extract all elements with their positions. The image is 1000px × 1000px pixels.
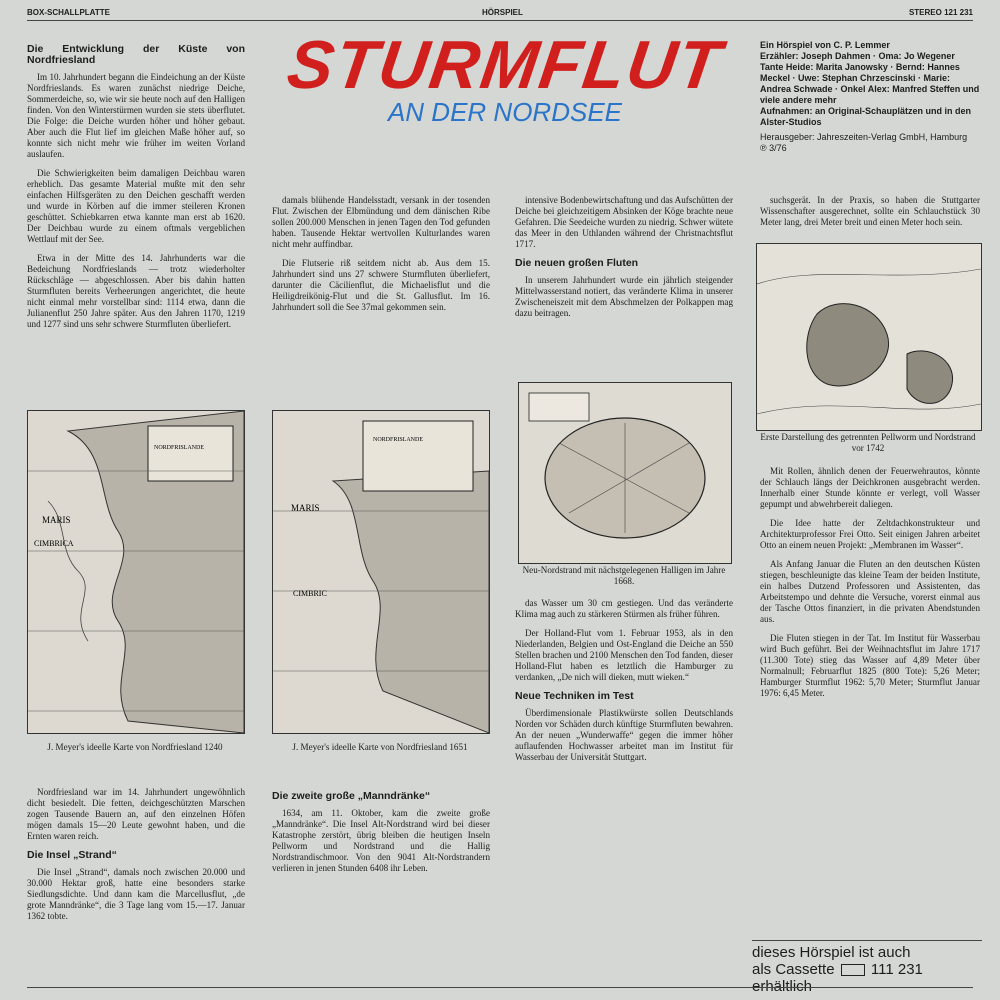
title-block xyxy=(275,28,735,126)
column-3-lower xyxy=(515,598,733,771)
map-1742-drawing xyxy=(757,244,981,430)
map-pellworm-nordstrand-1742 xyxy=(756,243,982,431)
paragraph: In unserem Jahrhundert wurde ein jährlich steigender Mittelwasserstand notiert, das veränderte Klima in unserer Zwischeneiszeit mit dem Abschmelzen der Polkappen mag dazu beitragen. xyxy=(515,275,733,318)
column-4 xyxy=(760,195,980,236)
cassette-icon xyxy=(841,964,865,976)
map-1240-label-maris: MARIS xyxy=(42,515,71,525)
cassette-label: als Cassette xyxy=(752,961,835,978)
credit-publisher: Herausgeber: Jahreszeiten-Verlag GmbH, Hamburg xyxy=(760,132,968,142)
column-4-lower xyxy=(760,466,980,707)
caption-map-1668: Neu-Nordstrand mit nächstgelegenen Halligen im Jahre 1668. xyxy=(522,565,726,586)
paragraph: damals blühende Handelsstadt, versank in der tosenden Flut. Zwischen der Elbmündung und dem dänischen Ribe sollen 200.000 Menschen in jenen Tagen den Tod gefunden haben. Tausende Hektar wertvollen Kulturlandes waren nicht mehr auffindbar. xyxy=(272,195,490,249)
credit-author: Ein Hörspiel von C. P. Lemmer xyxy=(760,40,890,50)
map-nordfriesland-1240 xyxy=(27,410,245,734)
heading-coast-development: Die Entwicklung der Küste von Nordfriesland xyxy=(27,43,245,66)
column-1 xyxy=(27,40,245,338)
paragraph: Als Anfang Januar die Fluten an den deutschen Küsten stiegen, beschleunigte das kleine Team der beiden Institute, ein halbes Dutzend Professoren und Assistenten, das Arbeitstempo und dehnte die Versuche, vorerst einmal aus der Tasche Ottos finanziert, in die privaten Abendstunden aus. xyxy=(760,559,980,624)
map-1240-label-title: NORDFRISLANDE xyxy=(154,445,205,451)
header-right: STEREO 121 231 xyxy=(908,8,973,17)
map-1668-drawing xyxy=(519,383,731,563)
cassette-line-3: erhältlich xyxy=(752,978,813,995)
column-2 xyxy=(272,195,490,321)
credit-phonogram: ℗ 3/76 xyxy=(760,143,787,153)
paragraph: Überdimensionale Plastikwürste sollen Deutschlands Norden vor Schäden durch künftige Sturmfluten bewahren. An der neuen „Wunderwaffe“ gegen die immer höher auflaufenden Hochwasser arbeitet man im Institut für Wasserbau der Universität Stuttgart. xyxy=(515,708,733,762)
paragraph: Etwa in der Mitte des 14. Jahrhunderts war die Bedeichung Nordfrieslands — trotz wiederholter Rückschläge — abgeschlossen. Aber bis dahin hatten Sturmfluten bereits Verheerungen angerichtet, die heute nicht einmal mehr vorstellbar sind: 1114 etwa, dann die Julianenflut 250 Jahre später. Aus den Jahren 1170, 1219 und 1277 sind uns sehr schwere Sturmfluten überliefert. xyxy=(27,253,245,329)
paragraph: Die Fluten stiegen in der Tat. Im Institut für Wasserbau wird Buch geführt. Bei der Weihnachtsflut im Jahre 1717 (11.300 Tote) stieg das Wasser auf 4,89 Meter über Normalnull; Februarflut 1825 (800 Tote): 5,26 Meter; Hamburger Sturmflut 1962: 5,70 Meter; Sturmflut Januar 1976: 6,45 Meter. xyxy=(760,633,980,698)
caption-map-1651: J. Meyer's ideelle Karte von Nordfriesland 1651 xyxy=(292,742,468,752)
cassette-line-2 xyxy=(752,961,982,978)
paragraph: Die Insel „Strand“, damals noch zwischen 20.000 und 30.000 Hektar groß, hatte eine besonders starke Siedlungsdichte. Und dann kam die Marcellusflut, „de grote Manndränke“, die 3 Tage lang vom 15.—17. Januar 1362 tobte. xyxy=(27,867,245,921)
map-1240-label-cimbrica: CIMBRICA xyxy=(34,539,74,548)
column-3 xyxy=(515,195,733,327)
header-left: BOX-SCHALLPLATTE xyxy=(27,8,110,17)
paragraph: Die Flutserie riß seitdem nicht ab. Aus dem 15. Jahrhundert sind uns 27 schwere Sturmfluten überliefert, darunter die Cäcilienflut, die Michaelisflut und die Heiligdreikönig-Flut und die St. Gallusflut. Im 16. Jahrhundert soll die See 37mal gekommen sein. xyxy=(272,258,490,312)
heading-second-manndraenke: Die zweite große „Manndränke“ xyxy=(272,790,431,802)
map-1240-drawing xyxy=(28,411,244,733)
map-1651-drawing xyxy=(273,411,489,733)
cassette-number: 111 231 xyxy=(870,961,923,978)
header-center: HÖRSPIEL xyxy=(482,8,523,17)
heading-new-floods: Die neuen großen Fluten xyxy=(515,257,639,269)
column-1-lower xyxy=(27,787,245,930)
cassette-line-1: dieses Hörspiel ist auch xyxy=(752,944,911,961)
map-1651-label-cimbric: CIMBRIC xyxy=(293,589,327,598)
credit-cast: Tante Heide: Marita Janowsky · Bernd: Hannes Meckel · Uwe: Stephan Chrzescinski · Marie: Andrea Schwade · Onkel Alex: Manfred Steffen und viele andere mehr xyxy=(760,62,980,105)
bottom-rule xyxy=(27,987,973,988)
paragraph: Der Holland-Flut vom 1. Februar 1953, als in den Niederlanden, Belgien und Ost-England die Deiche an 550 Stellen brachen und 2100 Menschen den Tod fanden, dieser Holland-Flut haben es letztlich die Hamburger zu verdanken, „De nich will dieken, mutt wieken.“ xyxy=(515,628,733,682)
paragraph: Im 10. Jahrhundert begann die Eindeichung an der Küste Nordfrieslands. Es waren zunächst niedrige Deiche, Sommerdeiche, so, wie wir sie heute noch auf den Halligen finden. Von den Winterstürmen wurden sie stets überflutet. Die Folge: die Deiche wurden höher und höher gebaut. Aber auch die Flut lief im gleichen Maße höher auf, so konnte sich nicht mehr wie früher im weiten Vorland auslaufen. xyxy=(27,72,245,159)
map-1651-label-maris: MARIS xyxy=(291,503,320,513)
credits-block xyxy=(760,40,980,154)
paragraph: suchsgerät. In der Praxis, so haben die Stuttgarter Wissenschafter ausgerechnet, sollte ein Schlauchstück 30 Meter lang, drei Meter breit und einen Meter hoch sein. xyxy=(760,195,980,227)
paragraph: Die Schwierigkeiten beim damaligen Deichbau waren erheblich. Das gesamte Material mußte mit den sehr einfachen Hilfsgeräten zu den Deichen geschafft werden und wurde in Körben auf die immer steileren Kronen geschüttet. Schiebkarren etwa kannte man erst ab 1620. Der Deichbau wurde zu einem oftmals vergeblichen Wettlauf mit der See. xyxy=(27,168,245,244)
heading-new-techniques: Neue Techniken im Test xyxy=(515,690,634,702)
paragraph: Die Idee hatte der Zeltdachkonstrukteur und Architekturprofessor Frei Otto. Seit einigen Jahren arbeitet Otto an einem neuen Projekt: „Membranen im Wasser“. xyxy=(760,518,980,550)
map-neu-nordstrand-1668 xyxy=(518,382,732,564)
column-2-lower xyxy=(272,787,490,882)
paragraph: intensive Bodenbewirtschaftung und das Aufschütten der Deiche bei gleichzeitigem Absinken der Köge brachte neue Gefahren. Die Seedeiche wurden zu niedrig. Schwer wütete das Meer in den Uthlanden während der Christnachtsflut 1717. xyxy=(515,195,733,249)
caption-map-1240: J. Meyer's ideelle Karte von Nordfriesland 1240 xyxy=(47,742,223,752)
map-1651-label-title: NORDFRISLANDE xyxy=(373,437,424,443)
paragraph: Nordfriesland war im 14. Jahrhundert ungewöhnlich dicht besiedelt. Die fetten, deichgeschützten Marschen zogen Tausende Bauern an, auf den einzelnen Höfen mögen damals 15—20 Leute gewohnt haben, und die Ernten waren reich. xyxy=(27,787,245,841)
caption-map-1742: Erste Darstellung des getrennten Pellworm und Nordstrand vor 1742 xyxy=(760,432,976,453)
top-rule xyxy=(27,20,973,21)
map-nordfriesland-1651 xyxy=(272,410,490,734)
paragraph: das Wasser um 30 cm gestiegen. Und das veränderte Klima mag auch zu stärkeren Stürmen als früher führen. xyxy=(515,598,733,619)
subtitle: AN DER NORDSEE xyxy=(387,97,623,127)
paragraph: Mit Rollen, ähnlich denen der Feuerwehrautos, könnte der Schlauch längs der Deichkronen ausgebracht werden. Innerhalb einer Stunde könnte er verlegt, voll Wasser gepumpt und abwehrbereit daliegen. xyxy=(760,466,980,509)
heading-island-strand: Die Insel „Strand“ xyxy=(27,849,117,861)
paragraph: 1634, am 11. Oktober, kam die zweite große „Manndränke“. Die Insel Alt-Nordstrand wird bei dieser Katastrophe zerstört, übrig bleiben die heutigen Inseln Pellworm und Nordstrand und die Hallig Nordstrandischmoor. Von den 9041 Alt-Nordstrandern verlieren in jenen Stunden 6408 ihr Leben. xyxy=(272,808,490,873)
credit-narrator: Erzähler: Joseph Dahmen · Oma: Jo Wegener xyxy=(760,51,955,61)
main-title: STURMFLUT xyxy=(282,27,728,103)
credit-recordings: Aufnahmen: an Original-Schauplätzen und in den Alster-Studios xyxy=(760,106,972,127)
